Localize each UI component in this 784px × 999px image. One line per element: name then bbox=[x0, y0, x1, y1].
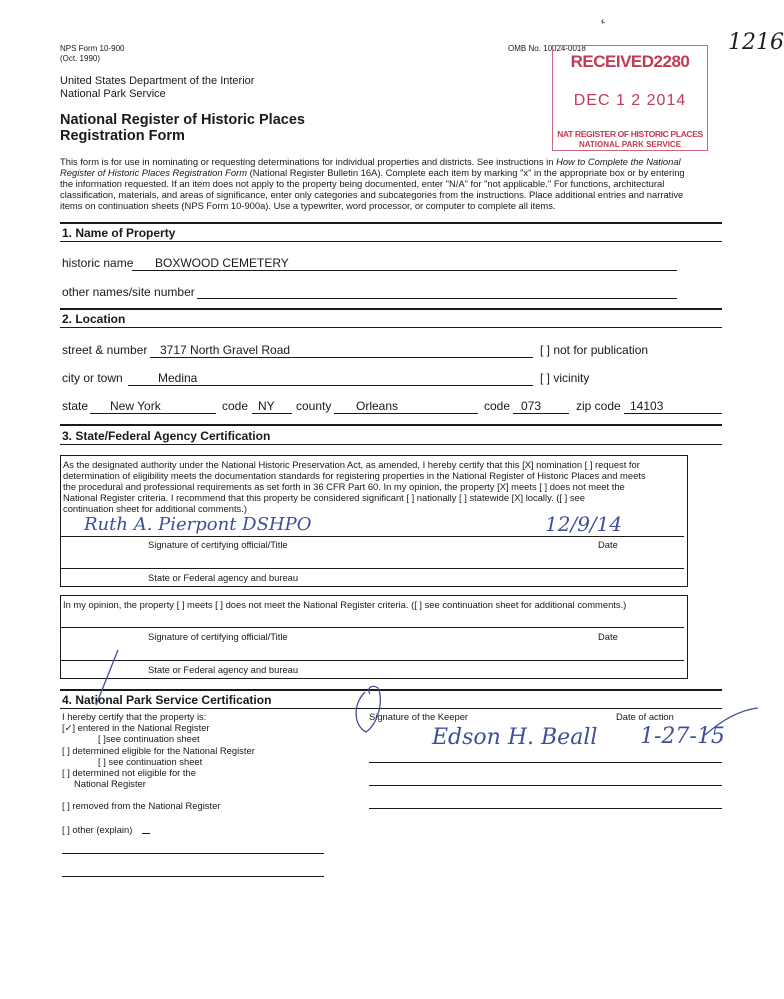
top-mark bbox=[601, 19, 605, 24]
instructions-line3: the information requested. If an item does not apply to the property being documented, enter "N/A" for "not applicable." For functions, architectural bbox=[60, 178, 665, 189]
removed-from-register-checkbox[interactable]: [ ] removed from the National Register bbox=[62, 800, 221, 811]
certifying-signature-line[interactable] bbox=[60, 536, 684, 537]
opinion-signature-line[interactable] bbox=[60, 627, 684, 628]
section2-bottom-rule bbox=[60, 327, 722, 328]
section2-heading: 2. Location bbox=[62, 312, 126, 326]
form-date: (Oct. 1990) bbox=[60, 54, 101, 63]
determined-not-eligible-checkbox[interactable]: [ ] determined not eligible for the bbox=[62, 767, 196, 778]
certification-line3: the procedural and professional requirements as set forth in 36 CFR Part 60. In my opinion, the property [X] meets [ ] does not meet the bbox=[63, 481, 625, 492]
section3-heading: 3. State/Federal Agency Certification bbox=[62, 429, 271, 443]
section4-heading: 4. National Park Service Certification bbox=[62, 693, 272, 707]
state-code-field[interactable] bbox=[252, 413, 292, 414]
stamp-date: DEC 1 2 2014 bbox=[573, 92, 687, 109]
zip-field[interactable] bbox=[624, 413, 722, 414]
other-names-field[interactable] bbox=[197, 298, 677, 299]
not-for-publication-checkbox[interactable]: [ ] not for publication bbox=[540, 343, 649, 357]
section4-top-rule bbox=[60, 689, 722, 691]
section1-top-rule bbox=[60, 222, 722, 224]
instructions-text2: (National Register Bulletin 16A). Complete each item by marking "x" in the appropriate box or by entering bbox=[247, 167, 685, 178]
other-names-label: other names/site number bbox=[62, 285, 195, 299]
form-title-line2: Registration Form bbox=[60, 128, 185, 144]
date-of-action-label: Date of action bbox=[616, 711, 674, 722]
state-field[interactable] bbox=[90, 413, 216, 414]
state-label: state bbox=[62, 399, 89, 413]
other-explain-short-line[interactable] bbox=[142, 833, 150, 834]
vicinity-checkbox[interactable]: [ ] vicinity bbox=[540, 371, 590, 385]
section1-heading: 1. Name of Property bbox=[62, 226, 176, 240]
instructions-line5: items on continuation sheets (NPS Form 10-900a). Use a typewriter, word processor, or computer to complete all items. bbox=[60, 200, 556, 211]
historic-name-label: historic name bbox=[62, 256, 134, 270]
certifying-date-label: Date bbox=[598, 539, 618, 550]
keeper-line-3[interactable] bbox=[369, 808, 722, 809]
agency-bureau-label: State or Federal agency and bureau bbox=[148, 572, 299, 583]
county-code-field[interactable] bbox=[513, 413, 569, 414]
hereby-certify-text: I hereby certify that the property is: bbox=[62, 711, 207, 722]
form-title-line1: National Register of Historic Places bbox=[60, 112, 305, 128]
see-continuation-checkbox-1[interactable]: [ ]see continuation sheet bbox=[98, 733, 200, 744]
state-code-value: NY bbox=[258, 399, 275, 413]
instructions-italic2: Register of Historic Places Registration Form bbox=[60, 167, 248, 178]
city-field[interactable] bbox=[128, 385, 533, 386]
county-field[interactable] bbox=[334, 413, 478, 414]
state-value: New York bbox=[110, 399, 161, 413]
keeper-line-1[interactable] bbox=[369, 762, 722, 763]
opinion-agency-label: State or Federal agency and bureau bbox=[148, 664, 299, 675]
state-code-label: code bbox=[222, 399, 249, 413]
other-explain-line-1[interactable] bbox=[62, 853, 324, 854]
stamp-register-text: NAT REGISTER OF HISTORIC PLACES bbox=[557, 129, 703, 139]
certification-line1: As the designated authority under the National Historic Preservation Act, as amended, I hereby certify that this [X] nomination [ ] request for bbox=[63, 459, 640, 470]
section3-top-rule bbox=[60, 424, 722, 426]
certifying-official-signature: Ruth A. Pierpont DSHPO bbox=[84, 514, 312, 535]
street-field[interactable] bbox=[150, 357, 533, 358]
keeper-signature: Edson H. Beall bbox=[432, 725, 598, 750]
certifying-signature-label: Signature of certifying official/Title bbox=[148, 539, 288, 550]
county-label: county bbox=[296, 399, 332, 413]
received-stamp bbox=[552, 45, 708, 151]
street-value: 3717 North Gravel Road bbox=[160, 343, 291, 357]
county-code-label: code bbox=[484, 399, 511, 413]
other-explain-checkbox[interactable]: [ ] other (explain) bbox=[62, 824, 133, 835]
city-label: city or town bbox=[62, 371, 123, 385]
stamp-received-text: RECEIVED2280 bbox=[570, 52, 690, 71]
determined-not-eligible-label: National Register bbox=[74, 778, 146, 789]
instructions-italic: How to Complete the National bbox=[556, 156, 681, 167]
corner-handwritten-number: 1216 bbox=[728, 30, 784, 55]
certification-line2: determination of eligibility meets the documentation standards for registering properties in the National Register of Historic Places and meets bbox=[63, 470, 646, 481]
entered-in-register-checkbox[interactable]: [✓] entered in the National Register bbox=[62, 722, 210, 733]
form-number: NPS Form 10-900 bbox=[60, 44, 125, 53]
section3-bottom-rule bbox=[60, 444, 722, 445]
historic-name-field[interactable] bbox=[132, 270, 677, 271]
stamp-service-text: NATIONAL PARK SERVICE bbox=[578, 140, 682, 149]
instructions-line1 bbox=[60, 156, 681, 167]
county-value: Orleans bbox=[356, 399, 399, 413]
street-label: street & number bbox=[62, 343, 148, 357]
date-of-action-handwritten: 1-27-15 bbox=[640, 724, 725, 749]
certification-line4: National Register criteria. I recommend that this property be considered significant [ ] nationally [ ] statewide [X] locally. ([ ] see bbox=[63, 492, 585, 503]
certification-line5: continuation sheet for additional comments.) bbox=[63, 503, 247, 514]
opinion-agency-line[interactable] bbox=[60, 660, 684, 661]
section1-bottom-rule bbox=[60, 241, 722, 242]
opinion-date-label: Date bbox=[598, 631, 618, 642]
agency-bureau-line[interactable] bbox=[60, 568, 684, 569]
instructions-line4: classification, materials, and areas of significance, enter only categories and subcategories from the instructions. Place additional entries and narrative bbox=[60, 189, 684, 200]
certification-date-handwritten: 12/9/14 bbox=[545, 512, 623, 536]
department-name: United States Department of the Interior bbox=[60, 75, 255, 87]
determined-eligible-checkbox[interactable]: [ ] determined eligible for the National Register bbox=[62, 745, 255, 756]
opinion-text: In my opinion, the property [ ] meets [ ] does not meet the National Register criteria. ([ ] see continuation sheet for additional comments.) bbox=[63, 599, 627, 610]
keeper-signature-label: Signature of the Keeper bbox=[369, 711, 469, 722]
zip-value: 14103 bbox=[630, 399, 664, 413]
section4-bottom-rule bbox=[60, 708, 722, 709]
historic-name-value: BOXWOOD CEMETERY bbox=[155, 256, 289, 270]
other-explain-line-2[interactable] bbox=[62, 876, 324, 877]
city-value: Medina bbox=[158, 371, 198, 385]
service-name: National Park Service bbox=[60, 88, 166, 100]
zip-label: zip code bbox=[576, 399, 621, 413]
section2-top-rule bbox=[60, 308, 722, 310]
county-code-value: 073 bbox=[521, 399, 542, 413]
instructions-text: This form is for use in nominating or requesting determinations for individual properties and districts. See instructions in bbox=[60, 156, 557, 167]
keeper-line-2[interactable] bbox=[369, 785, 722, 786]
see-continuation-checkbox-2[interactable]: [ ] see continuation sheet bbox=[98, 756, 203, 767]
omb-number: OMB No. 10024-0018 bbox=[508, 44, 586, 53]
opinion-signature-label: Signature of certifying official/Title bbox=[148, 631, 288, 642]
keeper-initials-stroke bbox=[356, 686, 380, 732]
instructions-line2 bbox=[60, 167, 685, 178]
